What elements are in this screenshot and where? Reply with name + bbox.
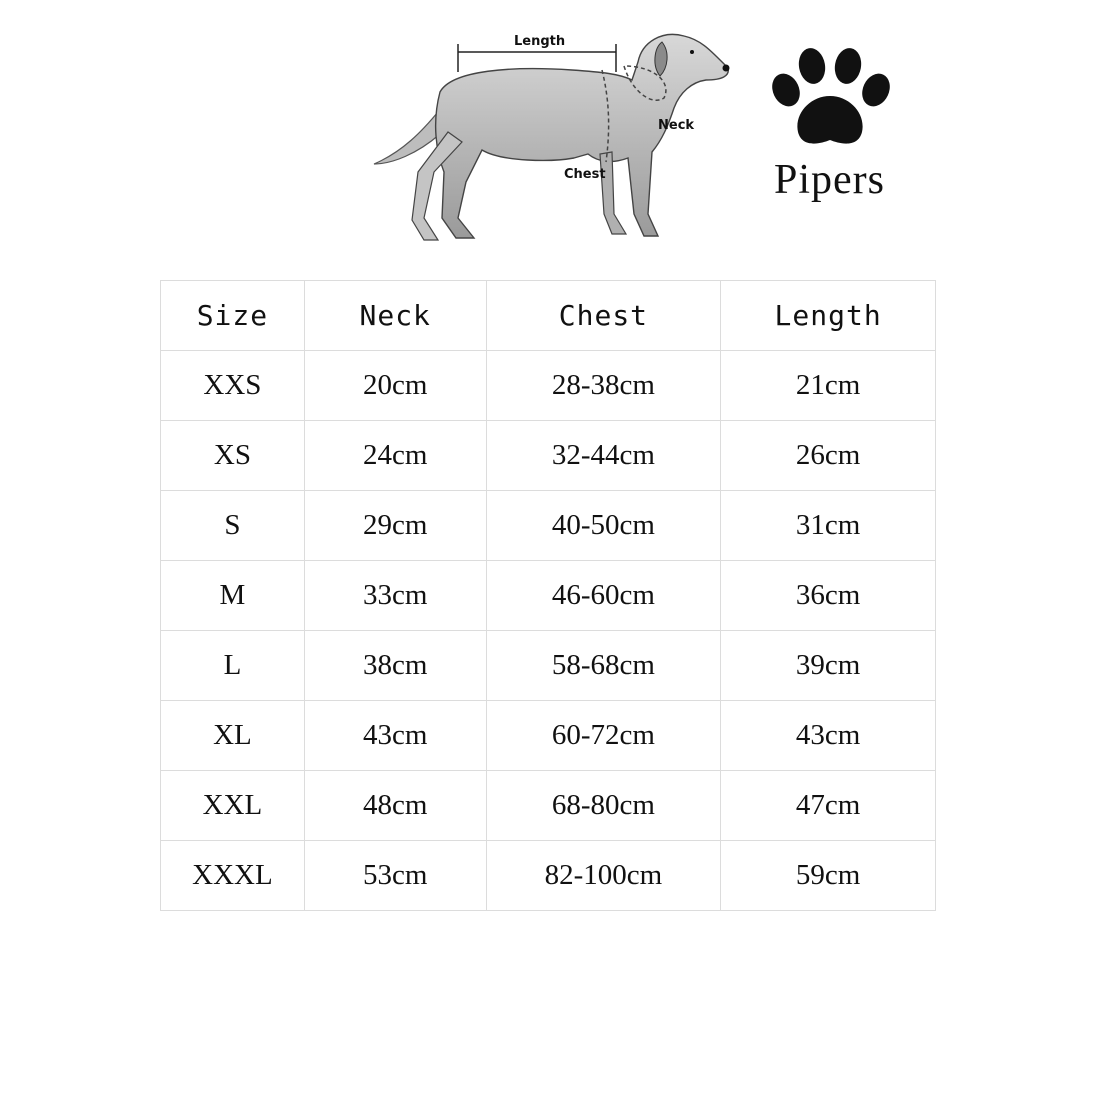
chest-cell: 46-60cm bbox=[486, 561, 721, 631]
table-row bbox=[161, 841, 936, 911]
length-cell: 47cm bbox=[721, 771, 936, 841]
chest-cell: 68-80cm bbox=[486, 771, 721, 841]
length-cell: 26cm bbox=[721, 421, 936, 491]
length-cell: 21cm bbox=[721, 351, 936, 421]
length-label: Length bbox=[514, 34, 566, 49]
size-cell: M bbox=[161, 561, 305, 631]
chest-label: Chest bbox=[564, 167, 606, 182]
dog-icon bbox=[362, 22, 742, 254]
neck-cell: 20cm bbox=[304, 351, 486, 421]
header-size: Size bbox=[161, 281, 305, 351]
neck-label: Neck bbox=[658, 118, 695, 133]
length-cell: 59cm bbox=[721, 841, 936, 911]
chest-cell: 58-68cm bbox=[486, 631, 721, 701]
neck-cell: 48cm bbox=[304, 771, 486, 841]
table-row bbox=[161, 421, 936, 491]
brand-logo bbox=[760, 48, 910, 218]
header-length: Length bbox=[721, 281, 936, 351]
length-cell: 36cm bbox=[721, 561, 936, 631]
size-cell: S bbox=[161, 491, 305, 561]
neck-cell: 24cm bbox=[304, 421, 486, 491]
table-row bbox=[161, 561, 936, 631]
size-cell: XXXL bbox=[161, 841, 305, 911]
chest-cell: 40-50cm bbox=[486, 491, 721, 561]
neck-cell: 29cm bbox=[304, 491, 486, 561]
neck-cell: 33cm bbox=[304, 561, 486, 631]
table-row bbox=[161, 631, 936, 701]
paw-print-icon bbox=[772, 48, 892, 152]
dog-measurement-illustration bbox=[362, 22, 742, 254]
size-chart-table bbox=[160, 280, 936, 911]
length-cell: 31cm bbox=[721, 491, 936, 561]
brand-name: Pipers bbox=[774, 157, 885, 203]
table-row bbox=[161, 771, 936, 841]
header-neck: Neck bbox=[304, 281, 486, 351]
size-cell: XXS bbox=[161, 351, 305, 421]
chest-cell: 32-44cm bbox=[486, 421, 721, 491]
chest-cell: 60-72cm bbox=[486, 701, 721, 771]
size-cell: XL bbox=[161, 701, 305, 771]
neck-cell: 38cm bbox=[304, 631, 486, 701]
table-row bbox=[161, 701, 936, 771]
length-cell: 43cm bbox=[721, 701, 936, 771]
size-cell: XXL bbox=[161, 771, 305, 841]
table-row bbox=[161, 351, 936, 421]
neck-cell: 43cm bbox=[304, 701, 486, 771]
table-row bbox=[161, 491, 936, 561]
length-cell: 39cm bbox=[721, 631, 936, 701]
chest-cell: 28-38cm bbox=[486, 351, 721, 421]
chest-cell: 82-100cm bbox=[486, 841, 721, 911]
table-header-row bbox=[161, 281, 936, 351]
size-cell: XS bbox=[161, 421, 305, 491]
neck-cell: 53cm bbox=[304, 841, 486, 911]
header-chest: Chest bbox=[486, 281, 721, 351]
size-cell: L bbox=[161, 631, 305, 701]
